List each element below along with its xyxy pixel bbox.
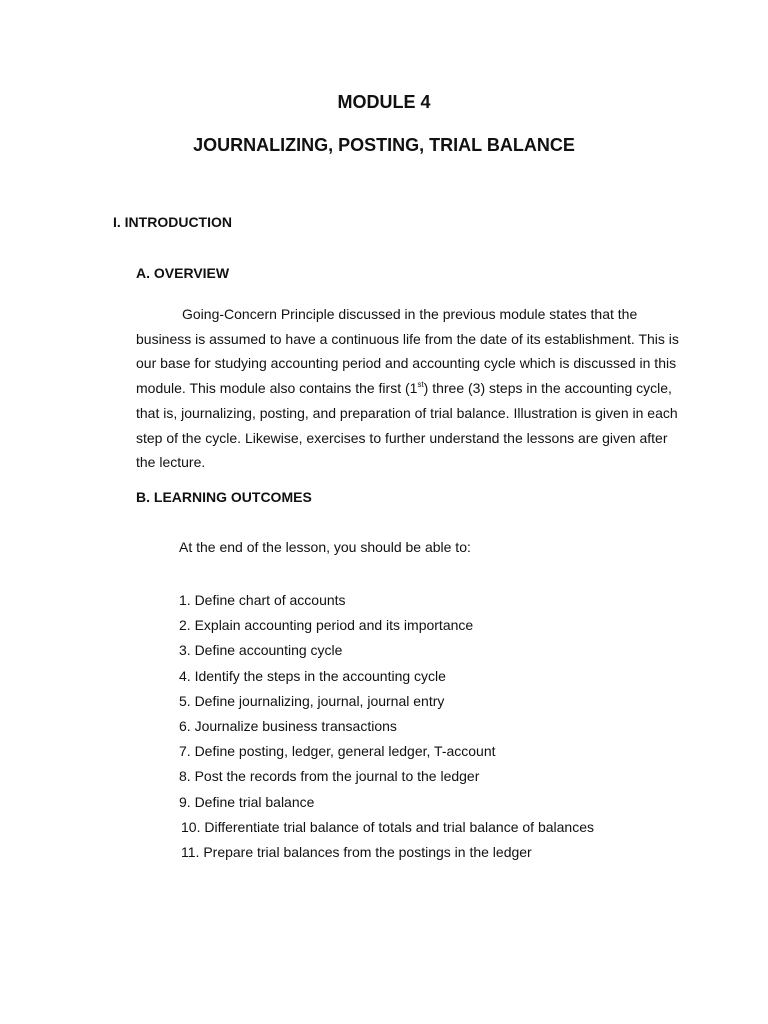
overview-heading: A. OVERVIEW <box>136 265 230 281</box>
overview-text: module. This module also contains the first (1 <box>136 380 418 397</box>
list-item: 11. Prepare trial balances from the postings in the ledger <box>181 844 532 861</box>
section-heading-introduction: I. INTRODUCTION <box>113 214 232 230</box>
list-item: 7. Define posting, ledger, general ledger, T-account <box>179 743 496 760</box>
overview-text: ) three (3) steps in the accounting cycle, <box>423 380 672 397</box>
overview-line: the lecture. <box>136 454 206 471</box>
overview-line: Going-Concern Principle discussed in the previous module states that the <box>182 306 638 322</box>
list-item: 10. Differentiate trial balance of totals and trial balance of balances <box>181 818 594 835</box>
overview-paragraph <box>136 302 680 475</box>
list-item: 4. Identify the steps in the accounting cycle <box>179 667 446 684</box>
overview-line: business is assumed to have a continuous life from the date of its establishment. This is <box>136 330 679 347</box>
overview-line: our base for studying accounting period and accounting cycle which is discussed in this <box>136 355 677 372</box>
list-item: 2. Explain accounting period and its importance <box>179 617 474 634</box>
list-item: 5. Define journalizing, journal, journal entry <box>179 692 445 709</box>
overview-line: that is, journalizing, posting, and preparation of trial balance. Illustration is given in each <box>136 404 678 421</box>
superscript-ordinal: st <box>417 380 424 390</box>
overview-line <box>136 376 680 401</box>
overview-line: step of the cycle. Likewise, exercises to further understand the lessons are given after <box>136 429 668 446</box>
module-subtitle: JOURNALIZING, POSTING, TRIAL BALANCE <box>193 135 575 155</box>
module-title: MODULE 4 <box>337 92 431 112</box>
list-item: 3. Define accounting cycle <box>179 642 343 659</box>
list-item: 6. Journalize business transactions <box>179 718 397 735</box>
learning-outcomes-heading: B. LEARNING OUTCOMES <box>136 489 312 505</box>
list-item: 1. Define chart of accounts <box>179 592 346 608</box>
learning-outcomes-intro: At the end of the lesson, you should be able to: <box>179 539 471 555</box>
list-item: 8. Post the records from the journal to the ledger <box>179 768 480 785</box>
list-item: 9. Define trial balance <box>179 793 315 810</box>
learning-outcomes-list <box>179 588 594 865</box>
